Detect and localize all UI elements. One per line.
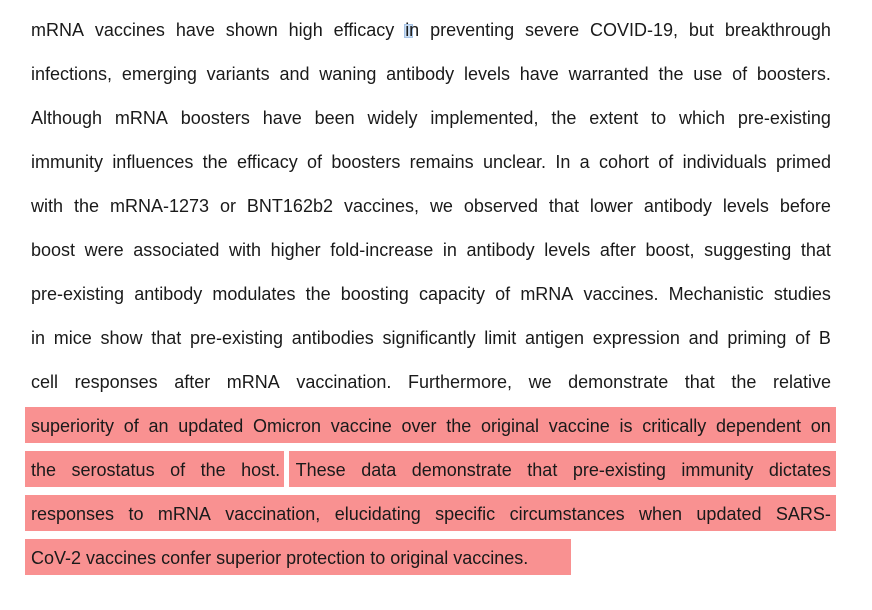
word: in xyxy=(442,240,457,260)
word: priming xyxy=(727,328,787,348)
text-line-11 xyxy=(31,455,831,486)
word: levels xyxy=(722,196,769,216)
word: limit xyxy=(484,328,517,348)
word: when xyxy=(639,504,683,524)
word: of xyxy=(123,416,139,436)
word: with xyxy=(31,196,64,216)
word: COVID-19, xyxy=(589,20,678,40)
word: associated xyxy=(133,240,220,260)
word: show xyxy=(100,328,143,348)
word: that xyxy=(527,460,558,480)
word: superior xyxy=(216,548,282,568)
word: cohort xyxy=(598,152,649,172)
word: antigen xyxy=(525,328,585,348)
word: variants xyxy=(206,64,270,84)
word: the xyxy=(31,460,57,480)
word: host. xyxy=(241,460,281,480)
word: before xyxy=(779,196,831,216)
text-line-5 xyxy=(31,191,831,222)
word: studies xyxy=(773,284,831,304)
word: to xyxy=(651,108,667,128)
word: capacity xyxy=(418,284,486,304)
word: the xyxy=(202,152,228,172)
word: mRNA xyxy=(226,372,280,392)
word: BNT162b2 xyxy=(246,196,333,216)
word: the xyxy=(658,64,684,84)
text-line-9 xyxy=(31,367,831,398)
word: warranted xyxy=(568,64,649,84)
word: updated xyxy=(178,416,244,436)
text-line-4 xyxy=(31,147,831,178)
word: remains xyxy=(409,152,474,172)
word: but xyxy=(688,20,714,40)
word: the xyxy=(200,460,226,480)
word: mRNA xyxy=(114,108,168,128)
word: suggesting xyxy=(704,240,792,260)
word: that xyxy=(151,328,182,348)
word: Omicron xyxy=(253,416,322,436)
word: In xyxy=(555,152,571,172)
word: mice xyxy=(53,328,92,348)
word: efficacy xyxy=(237,152,298,172)
word: cell xyxy=(31,372,59,392)
word: use xyxy=(693,64,723,84)
word: individuals xyxy=(682,152,767,172)
word: data xyxy=(361,460,397,480)
word: of xyxy=(307,152,323,172)
word: efficacy xyxy=(333,20,395,40)
text-line-7 xyxy=(31,279,831,310)
word: boosters xyxy=(331,152,401,172)
word: that xyxy=(800,240,831,260)
word: primed xyxy=(775,152,831,172)
word: SARS- xyxy=(775,504,831,524)
word: high xyxy=(288,20,323,40)
word: dictates xyxy=(768,460,831,480)
word: after xyxy=(174,372,211,392)
text-line-3 xyxy=(31,103,831,134)
word: of xyxy=(170,460,186,480)
word: CoV-2 xyxy=(31,548,82,568)
word: infections, xyxy=(31,64,113,84)
word: the xyxy=(73,196,99,216)
word: elucidating xyxy=(334,504,421,524)
word: immunity xyxy=(681,460,754,480)
word: pre-existing xyxy=(189,328,284,348)
word: significantly xyxy=(382,328,476,348)
word: and xyxy=(279,64,310,84)
word: is xyxy=(619,416,633,436)
word: on xyxy=(810,416,831,436)
text-line-13 xyxy=(31,543,831,574)
word: serostatus xyxy=(71,460,155,480)
word: of xyxy=(495,284,511,304)
word: pre-existing xyxy=(31,284,125,304)
word: boosters. xyxy=(756,64,831,84)
word: pre-existing xyxy=(572,460,666,480)
word: modulates xyxy=(212,284,296,304)
word: with xyxy=(228,240,261,260)
word: vaccine xyxy=(548,416,610,436)
word: These xyxy=(295,460,346,480)
word: of xyxy=(795,328,811,348)
word: of xyxy=(658,152,674,172)
word: circumstances xyxy=(509,504,625,524)
word: have xyxy=(262,108,302,128)
word: demonstrate xyxy=(568,372,669,392)
word: boost, xyxy=(645,240,695,260)
word: demonstrate xyxy=(411,460,512,480)
word: in xyxy=(31,328,46,348)
word: to xyxy=(128,504,144,524)
word: or xyxy=(219,196,236,216)
word: specific xyxy=(435,504,496,524)
text-line-10 xyxy=(31,411,831,442)
word: emerging xyxy=(121,64,197,84)
word: implemented, xyxy=(430,108,539,128)
word: have xyxy=(519,64,559,84)
word: unclear. xyxy=(482,152,547,172)
word: confer xyxy=(161,548,212,568)
word: relative xyxy=(772,372,831,392)
word: lower xyxy=(589,196,633,216)
word: boost xyxy=(31,240,76,260)
word: vaccines xyxy=(86,548,157,568)
word: Furthermore, xyxy=(407,372,513,392)
word: responses xyxy=(74,372,158,392)
word: protection xyxy=(286,548,366,568)
word: Mechanistic xyxy=(668,284,764,304)
word: B xyxy=(818,328,831,348)
word: pre-existing xyxy=(737,108,831,128)
word: antibodies xyxy=(291,328,374,348)
word: vaccine xyxy=(330,416,392,436)
word: the xyxy=(551,108,577,128)
word: and xyxy=(688,328,719,348)
word: levels xyxy=(463,64,510,84)
word: widely xyxy=(367,108,418,128)
word: immunity xyxy=(31,152,104,172)
word: breakthrough xyxy=(724,20,831,40)
word: original xyxy=(390,548,449,568)
word: extent xyxy=(589,108,639,128)
word: vaccines xyxy=(94,20,165,40)
word: observed xyxy=(463,196,538,216)
word: that xyxy=(684,372,715,392)
word: boosting xyxy=(340,284,409,304)
text-line-12 xyxy=(31,499,831,530)
word: of xyxy=(732,64,748,84)
word: vaccines. xyxy=(453,548,529,568)
word: fold-increase xyxy=(330,240,434,260)
word: vaccination, xyxy=(225,504,321,524)
word: have xyxy=(175,20,215,40)
word: an xyxy=(148,416,169,436)
word: which xyxy=(678,108,726,128)
word: we xyxy=(528,372,552,392)
word: antibody xyxy=(466,240,535,260)
word: boosters xyxy=(180,108,250,128)
word: dependent xyxy=(715,416,802,436)
word: the xyxy=(446,416,472,436)
word: the xyxy=(305,284,331,304)
word: the xyxy=(731,372,757,392)
word: in xyxy=(405,20,420,40)
text-line-1 xyxy=(31,15,831,46)
word: we xyxy=(429,196,453,216)
word: antibody xyxy=(386,64,455,84)
word: updated xyxy=(696,504,762,524)
word: vaccines, xyxy=(343,196,419,216)
word: critically xyxy=(642,416,707,436)
text-line-8 xyxy=(31,323,831,354)
word: to xyxy=(370,548,386,568)
word: higher xyxy=(270,240,321,260)
word: after xyxy=(599,240,636,260)
word: responses xyxy=(31,504,115,524)
text-line-2 xyxy=(31,59,831,90)
word: over xyxy=(401,416,437,436)
word: a xyxy=(579,152,590,172)
word: antibody xyxy=(643,196,712,216)
word: levels xyxy=(544,240,591,260)
word: preventing xyxy=(430,20,515,40)
word: original xyxy=(481,416,540,436)
word: vaccines. xyxy=(583,284,659,304)
word: been xyxy=(314,108,355,128)
word: mRNA xyxy=(520,284,574,304)
word: severe xyxy=(525,20,580,40)
word: antibody xyxy=(134,284,203,304)
word: superiority xyxy=(31,416,115,436)
word: mRNA xyxy=(31,20,84,40)
word: Although xyxy=(31,108,103,128)
word: vaccination. xyxy=(296,372,392,392)
word: expression xyxy=(592,328,680,348)
text-line-6 xyxy=(31,235,831,266)
word: influences xyxy=(112,152,194,172)
word: that xyxy=(548,196,579,216)
word: mRNA-1273 xyxy=(109,196,209,216)
word: shown xyxy=(225,20,278,40)
word: mRNA xyxy=(157,504,211,524)
word: were xyxy=(84,240,124,260)
word: waning xyxy=(319,64,377,84)
